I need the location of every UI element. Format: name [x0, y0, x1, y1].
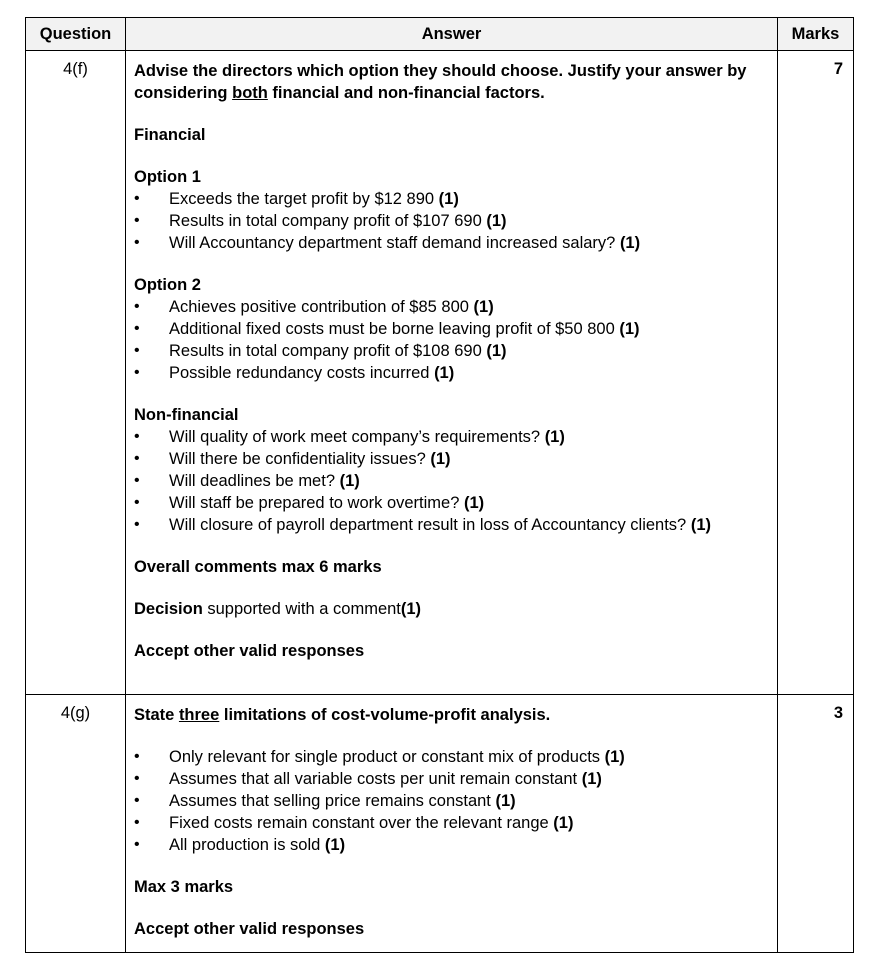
list-item: • Will quality of work meet company’s requirements? (1)	[134, 426, 769, 448]
question-row-4f	[26, 51, 854, 695]
question-number: 4(g)	[26, 695, 126, 953]
accept-other-note: Accept other valid responses	[134, 920, 365, 938]
mark-scheme-table	[25, 17, 854, 953]
list-item: • Assumes that selling price remains constant (1)	[134, 790, 769, 812]
answer-cell	[126, 695, 778, 953]
prompt-text: Advise the directors which option they should choose. Justify your answer by considering	[134, 62, 747, 102]
question-prompt: State three limitations of cost-volume-profit analysis.	[134, 706, 551, 724]
prompt-emphasis: both	[232, 84, 268, 102]
list-item: • Achieves positive contribution of $85 800 (1)	[134, 296, 769, 318]
list-item: • Exceeds the target profit by $12 890 (1)	[134, 188, 769, 210]
non-financial-list	[134, 426, 769, 536]
list-item: • Results in total company profit of $107 690 (1)	[134, 210, 769, 232]
list-item: • Will Accountancy department staff demand increased salary? (1)	[134, 232, 769, 254]
list-item: • Will deadlines be met? (1)	[134, 470, 769, 492]
list-item: • Additional fixed costs must be borne leaving profit of $50 800 (1)	[134, 318, 769, 340]
list-item: • Will closure of payroll department result in loss of Accountancy clients? (1)	[134, 514, 769, 536]
list-item: • Only relevant for single product or constant mix of products (1)	[134, 746, 769, 768]
header-question: Question	[26, 18, 126, 51]
decision-note: Decision supported with a comment(1)	[134, 600, 422, 618]
header-marks: Marks	[778, 18, 854, 51]
question-number: 4(f)	[26, 51, 126, 695]
overall-comments-note: Overall comments max 6 marks	[134, 558, 382, 576]
list-item: • All production is sold (1)	[134, 834, 769, 856]
option-2-heading: Option 2	[134, 276, 201, 294]
accept-other-note: Accept other valid responses	[134, 642, 365, 660]
limitations-list	[134, 746, 769, 856]
question-prompt	[134, 60, 769, 104]
answer-cell	[126, 51, 778, 695]
marks-value: 7	[778, 51, 854, 695]
option-1-list	[134, 188, 769, 254]
list-item: • Results in total company profit of $108 690 (1)	[134, 340, 769, 362]
max-marks-note: Max 3 marks	[134, 878, 234, 896]
list-item: • Possible redundancy costs incurred (1)	[134, 362, 769, 384]
option-1-heading: Option 1	[134, 168, 201, 186]
prompt-text: financial and non-financial factors.	[267, 84, 545, 102]
header-answer: Answer	[126, 18, 778, 51]
list-item: • Will there be confidentiality issues? (1)	[134, 448, 769, 470]
section-heading-financial: Financial	[134, 126, 206, 144]
marks-value: 3	[778, 695, 854, 953]
option-2-list	[134, 296, 769, 384]
list-item: • Assumes that all variable costs per unit remain constant (1)	[134, 768, 769, 790]
section-heading-non-financial: Non-financial	[134, 406, 239, 424]
list-item: • Fixed costs remain constant over the relevant range (1)	[134, 812, 769, 834]
list-item: • Will staff be prepared to work overtime? (1)	[134, 492, 769, 514]
question-row-4g	[26, 695, 854, 953]
prompt-emphasis: three	[178, 706, 220, 724]
header-row	[26, 18, 854, 51]
